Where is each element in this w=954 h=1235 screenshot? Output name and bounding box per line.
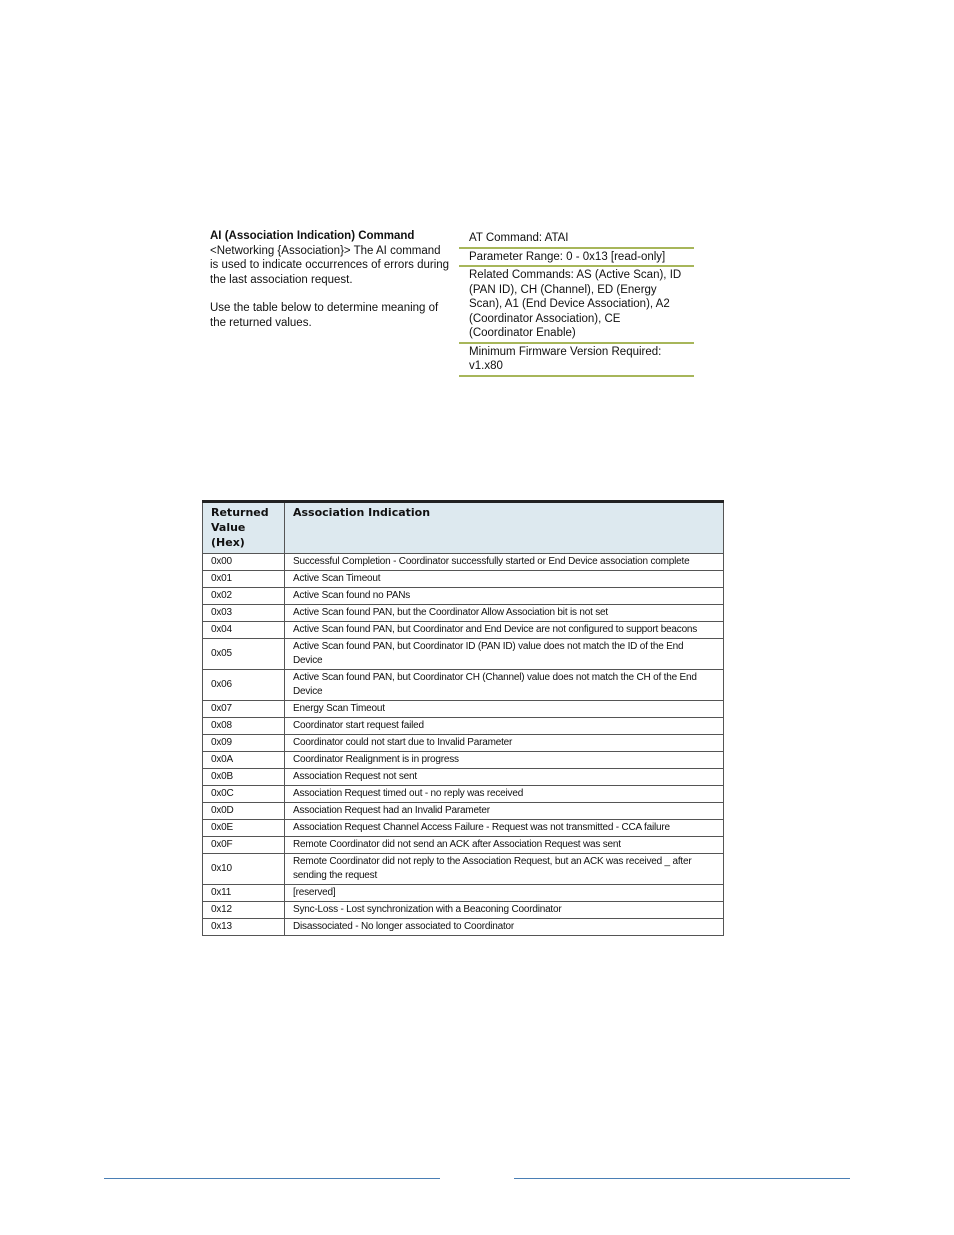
table-row — [203, 854, 724, 885]
association-indication-cell: Active Scan found PAN, but the Coordinator Allow Association bit is not set — [285, 605, 724, 622]
table-row — [203, 837, 724, 854]
table-row — [203, 605, 724, 622]
table-row — [203, 769, 724, 786]
footer-rule-right — [514, 1178, 850, 1179]
association-indication-cell: Association Request Channel Access Failure - Request was not transmitted - CCA failure — [285, 820, 724, 837]
association-indication-table — [202, 500, 724, 936]
table-row — [203, 752, 724, 769]
returned-value-cell: 0x09 — [203, 735, 285, 752]
command-intro — [210, 229, 450, 287]
table-row — [203, 554, 724, 571]
association-indication-cell: Association Request timed out - no reply was received — [285, 786, 724, 803]
table-row — [203, 718, 724, 735]
footer-rule-left — [104, 1178, 440, 1179]
command-note: Use the table below to determine meaning of the returned values. — [210, 302, 439, 329]
table-row — [203, 701, 724, 718]
table-row — [203, 639, 724, 670]
returned-value-cell: 0x13 — [203, 919, 285, 936]
returned-value-cell: 0x02 — [203, 588, 285, 605]
table-row — [203, 622, 724, 639]
association-indication-cell: Association Request not sent — [285, 769, 724, 786]
table-row — [203, 571, 724, 588]
association-indication-cell: Active Scan Timeout — [285, 571, 724, 588]
spec-at-command: AT Command: ATAI — [459, 230, 694, 249]
association-indication-cell: Energy Scan Timeout — [285, 701, 724, 718]
spec-box — [459, 230, 694, 377]
command-description-text: <Networking {Association}> The AI command is used to indicate occurrences of errors during the last association request. — [210, 244, 450, 286]
returned-value-cell: 0x0D — [203, 803, 285, 820]
returned-value-cell: 0x08 — [203, 718, 285, 735]
association-indication-cell: Active Scan found PAN, but Coordinator and End Device are not configured to support beacons — [285, 622, 724, 639]
association-indication-cell: Disassociated - No longer associated to Coordinator — [285, 919, 724, 936]
table-row — [203, 735, 724, 752]
returned-value-cell: 0x03 — [203, 605, 285, 622]
returned-value-cell: 0x04 — [203, 622, 285, 639]
association-indication-cell: Coordinator start request failed — [285, 718, 724, 735]
association-indication-cell: [reserved] — [285, 885, 724, 902]
spec-parameter-range: Parameter Range: 0 - 0x13 [read-only] — [459, 249, 694, 268]
association-indication-cell: Coordinator Realignment is in progress — [285, 752, 724, 769]
association-indication-cell: Remote Coordinator did not send an ACK after Association Request was sent — [285, 837, 724, 854]
association-indication-cell: Association Request had an Invalid Parameter — [285, 803, 724, 820]
table-row — [203, 885, 724, 902]
association-indication-cell: Remote Coordinator did not reply to the Association Request, but an ACK was received _ after sending the request — [285, 854, 724, 885]
returned-value-cell: 0x01 — [203, 571, 285, 588]
returned-value-cell: 0x0C — [203, 786, 285, 803]
association-indication-cell: Coordinator could not start due to Invalid Parameter — [285, 735, 724, 752]
table-row — [203, 670, 724, 701]
table-row — [203, 919, 724, 936]
returned-value-cell: 0x07 — [203, 701, 285, 718]
association-indication-cell: Active Scan found no PANs — [285, 588, 724, 605]
spec-related-commands: Related Commands: AS (Active Scan), ID (PAN ID), CH (Channel), ED (Energy Scan), A1 (End Device Association), A2 (Coordinator Association), CE (Coordinator Enable) — [459, 267, 694, 344]
table-body — [203, 554, 724, 936]
table-row — [203, 786, 724, 803]
table-header-row — [203, 502, 724, 554]
table-row — [203, 803, 724, 820]
header-association-indication: Association Indication — [285, 502, 724, 554]
command-description — [210, 229, 450, 344]
returned-value-cell: 0x10 — [203, 854, 285, 885]
returned-value-cell: 0x0A — [203, 752, 285, 769]
returned-value-cell: 0x0E — [203, 820, 285, 837]
returned-value-cell: 0x11 — [203, 885, 285, 902]
table-row — [203, 588, 724, 605]
association-indication-cell: Sync-Loss - Lost synchronization with a Beaconing Coordinator — [285, 902, 724, 919]
header-returned-value: Returned Value (Hex) — [203, 502, 285, 554]
returned-value-cell: 0x00 — [203, 554, 285, 571]
returned-value-cell: 0x0B — [203, 769, 285, 786]
returned-value-cell: 0x05 — [203, 639, 285, 670]
spec-min-firmware: Minimum Firmware Version Required: v1.x80 — [459, 344, 694, 377]
table-row — [203, 820, 724, 837]
command-title: AI (Association Indication) Command — [210, 230, 415, 242]
returned-value-cell: 0x06 — [203, 670, 285, 701]
association-indication-cell: Successful Completion - Coordinator successfully started or End Device association complete — [285, 554, 724, 571]
association-indication-cell: Active Scan found PAN, but Coordinator ID (PAN ID) value does not match the ID of the End Device — [285, 639, 724, 670]
returned-value-cell: 0x0F — [203, 837, 285, 854]
returned-value-cell: 0x12 — [203, 902, 285, 919]
association-indication-cell: Active Scan found PAN, but Coordinator CH (Channel) value does not match the CH of the End Device — [285, 670, 724, 701]
table-row — [203, 902, 724, 919]
